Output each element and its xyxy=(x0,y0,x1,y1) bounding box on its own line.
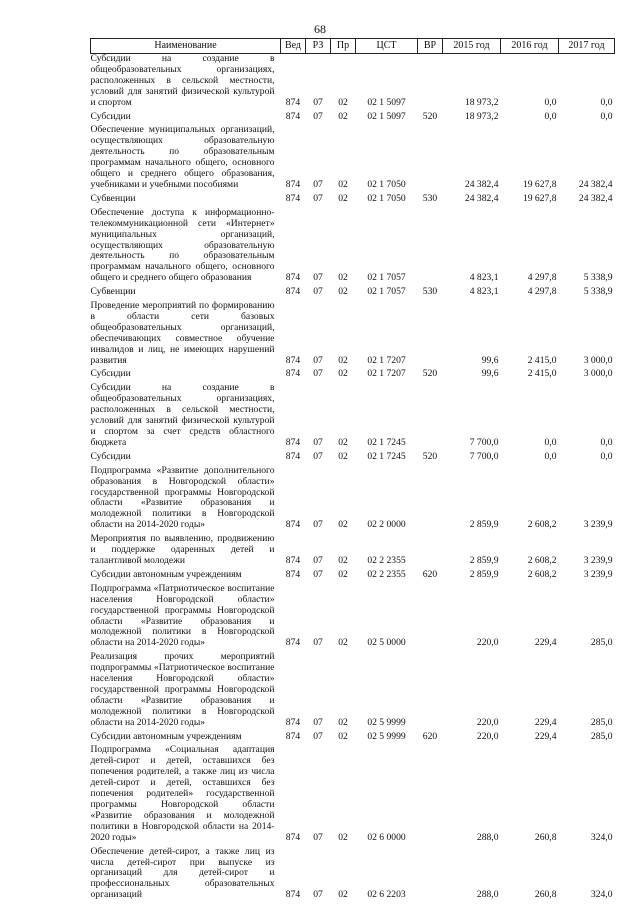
cell-y2015: 7 700,0 xyxy=(469,436,499,448)
cell-vr xyxy=(418,122,443,190)
table-row xyxy=(91,449,615,463)
cell-rz: 07 xyxy=(313,272,323,284)
table-header-row xyxy=(91,39,615,54)
cell-y2015: 18 973,2 xyxy=(464,96,499,108)
cell-y2015: 288,0 xyxy=(476,831,499,843)
table-row xyxy=(91,191,615,205)
table-row xyxy=(91,844,615,902)
cell-name: Подпрограмма «Патриотическое воспитание населения Новгородской области» государственной программы Новгородской области «Развитие образования и молодежной политики в Новгородской области на 2014-2020 годы» xyxy=(90,582,275,649)
cell-vr xyxy=(418,742,443,843)
table-row xyxy=(91,122,615,190)
cell-rz: 07 xyxy=(313,178,323,190)
cell-cst: 02 2 2355 xyxy=(367,568,406,580)
cell-rz: 07 xyxy=(313,831,323,843)
cell-y2017: 0,0 xyxy=(600,110,613,122)
cell-y2016: 260,8 xyxy=(534,889,557,901)
cell-cst: 02 6 0000 xyxy=(367,831,406,843)
table-row xyxy=(91,463,615,531)
cell-ved: 874 xyxy=(285,436,301,448)
budget-table xyxy=(90,38,615,901)
cell-y2017: 285,0 xyxy=(590,730,613,742)
cell-y2016: 0,0 xyxy=(544,110,557,122)
table-row xyxy=(91,649,615,728)
cell-cst: 02 5 9999 xyxy=(367,716,406,728)
cell-y2017: 3 239,9 xyxy=(583,568,613,580)
page-number: 68 xyxy=(314,22,326,36)
cell-name: Проведение мероприятий по формированию в области сети базовых общеобразовательных организаций, обеспечивающих совместное обучение инвалидов и лиц, не имеющих нарушений развития xyxy=(90,300,275,366)
table-row xyxy=(91,109,615,123)
cell-y2016: 2 415,0 xyxy=(527,368,557,380)
cell-y2016: 0,0 xyxy=(544,436,557,448)
cell-name: Субвенции xyxy=(90,192,136,204)
cell-y2016: 260,8 xyxy=(534,831,557,843)
cell-y2015: 99,6 xyxy=(481,354,499,366)
cell-y2015: 220,0 xyxy=(476,730,499,742)
cell-rz: 07 xyxy=(313,889,323,901)
cell-y2017: 3 000,0 xyxy=(583,354,613,366)
cell-ved: 874 xyxy=(285,368,301,380)
cell-name: Обеспечение доступа к информационно-телекоммуникационной сети «Интернет» муниципальных организаций, осуществляющих образовательную деятельность по образовательным программам начального общего, основного общего и среднего общего образования xyxy=(90,206,275,284)
table-row xyxy=(91,205,615,284)
cell-rz: 07 xyxy=(313,96,323,108)
cell-y2017: 285,0 xyxy=(590,637,613,649)
cell-rz: 07 xyxy=(313,554,323,566)
cell-y2015: 220,0 xyxy=(476,716,499,728)
cell-vr xyxy=(418,380,443,448)
cell-cst: 02 2 0000 xyxy=(367,519,406,531)
cell-y2015: 288,0 xyxy=(476,889,499,901)
cell-y2016: 229,4 xyxy=(534,730,557,742)
cell-y2016: 4 297,8 xyxy=(527,286,557,298)
cell-pr: 02 xyxy=(338,831,348,843)
cell-pr: 02 xyxy=(338,436,348,448)
cell-vr: 520 xyxy=(422,110,438,122)
cell-pr: 02 xyxy=(338,554,348,566)
cell-y2015: 2 859,9 xyxy=(469,568,499,580)
cell-name: Субсидии xyxy=(90,368,131,380)
cell-vr xyxy=(418,649,443,728)
cell-y2015: 24 382,4 xyxy=(464,192,499,204)
cell-ved: 874 xyxy=(285,889,301,901)
cell-vr: 620 xyxy=(422,730,438,742)
cell-vr: 530 xyxy=(422,192,438,204)
cell-name: Субсидии на создание в общеобразовательных организациях, расположенных в сельской местности, условий для занятий физической культурой и спортом за счет средств областного бюджета xyxy=(90,382,275,448)
cell-y2015: 99,6 xyxy=(481,368,499,380)
cell-pr: 02 xyxy=(338,637,348,649)
cell-vr: 520 xyxy=(422,450,438,462)
cell-name: Обеспечение детей-сирот, а также лиц из числа детей-сирот при выпуске из организаций для детей-сирот и профессиональных образовательных организаций xyxy=(90,845,275,901)
cell-y2016: 19 627,8 xyxy=(522,178,557,190)
cell-cst: 02 1 7050 xyxy=(367,192,406,204)
cell-ved: 874 xyxy=(285,716,301,728)
cell-pr: 02 xyxy=(338,450,348,462)
cell-y2016: 229,4 xyxy=(534,716,557,728)
cell-rz: 07 xyxy=(313,519,323,531)
cell-pr: 02 xyxy=(338,568,348,580)
cell-vr xyxy=(418,54,443,109)
cell-y2017: 324,0 xyxy=(590,831,613,843)
cell-vr: 530 xyxy=(422,286,438,298)
cell-rz: 07 xyxy=(313,450,323,462)
cell-vr xyxy=(418,844,443,902)
cell-y2016: 2 415,0 xyxy=(527,354,557,366)
cell-y2017: 324,0 xyxy=(590,889,613,901)
cell-y2017: 285,0 xyxy=(590,716,613,728)
cell-y2017: 0,0 xyxy=(600,96,613,108)
cell-y2017: 0,0 xyxy=(600,450,613,462)
cell-ved: 874 xyxy=(285,519,301,531)
cell-pr: 02 xyxy=(338,716,348,728)
cell-y2015: 220,0 xyxy=(476,637,499,649)
cell-name: Обеспечение муниципальных организаций, осуществляющих образовательную деятельность по образовательным программам начального общего, основного общего и среднего общего образования, учебниками и учебными пособиями xyxy=(90,124,275,190)
cell-ved: 874 xyxy=(285,554,301,566)
table-row xyxy=(91,567,615,581)
cell-cst: 02 1 7245 xyxy=(367,436,406,448)
cell-ved: 874 xyxy=(285,450,301,462)
cell-vr xyxy=(418,205,443,284)
cell-y2017: 5 338,9 xyxy=(583,272,613,284)
cell-y2016: 0,0 xyxy=(544,96,557,108)
cell-pr: 02 xyxy=(338,192,348,204)
cell-y2017: 0,0 xyxy=(600,436,613,448)
cell-vr: 620 xyxy=(422,568,438,580)
cell-pr: 02 xyxy=(338,272,348,284)
table-row xyxy=(91,380,615,448)
cell-name: Субсидии на создание в общеобразовательных организациях, расположенных в сельской местности, условий для занятий физической культурой и спортом xyxy=(90,53,275,108)
cell-name: Субсидии автономным учреждениям xyxy=(90,568,242,580)
cell-name: Субсидии xyxy=(90,450,131,462)
table-row xyxy=(91,54,615,109)
table-row xyxy=(91,284,615,298)
cell-y2016: 2 608,2 xyxy=(527,519,557,531)
table-row xyxy=(91,298,615,366)
cell-cst: 02 1 5097 xyxy=(367,96,406,108)
cell-rz: 07 xyxy=(313,637,323,649)
cell-pr: 02 xyxy=(338,368,348,380)
cell-ved: 874 xyxy=(285,96,301,108)
header-vr: ВР xyxy=(418,39,443,54)
cell-cst: 02 1 7057 xyxy=(367,286,406,298)
cell-rz: 07 xyxy=(313,286,323,298)
cell-rz: 07 xyxy=(313,368,323,380)
cell-vr xyxy=(418,581,443,649)
cell-pr: 02 xyxy=(338,519,348,531)
header-pr: Пр xyxy=(331,39,356,54)
cell-cst: 02 1 7207 xyxy=(367,354,406,366)
cell-name: Подпрограмма «Развитие дополнительного образования в Новгородской области» государственной программы Новгородской области «Развитие образования и молодежной политики в Новгородской области на 2014-2020 годы» xyxy=(90,464,275,531)
cell-ved: 874 xyxy=(285,110,301,122)
cell-y2015: 4 823,1 xyxy=(469,286,499,298)
cell-y2015: 18 973,2 xyxy=(464,110,499,122)
cell-cst: 02 1 7207 xyxy=(367,368,406,380)
cell-cst: 02 2 2355 xyxy=(367,554,406,566)
cell-ved: 874 xyxy=(285,286,301,298)
cell-y2017: 5 338,9 xyxy=(583,286,613,298)
cell-vr xyxy=(418,463,443,531)
cell-name: Субсидии автономным учреждениям xyxy=(90,730,242,742)
cell-rz: 07 xyxy=(313,110,323,122)
cell-y2015: 2 859,9 xyxy=(469,519,499,531)
cell-y2015: 7 700,0 xyxy=(469,450,499,462)
cell-y2016: 229,4 xyxy=(534,637,557,649)
cell-rz: 07 xyxy=(313,354,323,366)
table-row xyxy=(91,366,615,380)
header-cst: ЦСТ xyxy=(356,39,418,54)
cell-cst: 02 1 7050 xyxy=(367,178,406,190)
cell-name: Субвенции xyxy=(90,286,136,298)
table-row xyxy=(91,581,615,649)
cell-vr xyxy=(418,531,443,567)
cell-name: Реализация прочих мероприятий подпрограммы «Патриотическое воспитание населения Новгородской области» государственной программы Новгородской области «Развитие образования и молодежной политики в Новгородской области на 2014-2020 годы» xyxy=(90,651,275,728)
cell-vr: 520 xyxy=(422,368,438,380)
cell-y2015: 4 823,1 xyxy=(469,272,499,284)
cell-ved: 874 xyxy=(285,568,301,580)
cell-pr: 02 xyxy=(338,889,348,901)
cell-ved: 874 xyxy=(285,192,301,204)
cell-rz: 07 xyxy=(313,192,323,204)
table-row xyxy=(91,742,615,843)
cell-cst: 02 5 0000 xyxy=(367,637,406,649)
cell-pr: 02 xyxy=(338,110,348,122)
cell-cst: 02 1 7057 xyxy=(367,272,406,284)
cell-y2017: 24 382,4 xyxy=(578,178,613,190)
header-ved: Вед xyxy=(281,39,306,54)
cell-pr: 02 xyxy=(338,730,348,742)
header-2016: 2016 год xyxy=(501,39,559,54)
cell-ved: 874 xyxy=(285,730,301,742)
cell-ved: 874 xyxy=(285,178,301,190)
cell-y2016: 2 608,2 xyxy=(527,568,557,580)
cell-rz: 07 xyxy=(313,730,323,742)
header-rz: РЗ xyxy=(306,39,331,54)
cell-y2017: 24 382,4 xyxy=(578,192,613,204)
cell-y2016: 2 608,2 xyxy=(527,554,557,566)
cell-y2016: 0,0 xyxy=(544,450,557,462)
cell-y2015: 2 859,9 xyxy=(469,554,499,566)
cell-y2017: 3 000,0 xyxy=(583,368,613,380)
cell-y2015: 24 382,4 xyxy=(464,178,499,190)
table-row xyxy=(91,531,615,567)
cell-y2016: 4 297,8 xyxy=(527,272,557,284)
cell-ved: 874 xyxy=(285,637,301,649)
cell-y2017: 3 239,9 xyxy=(583,519,613,531)
cell-pr: 02 xyxy=(338,96,348,108)
cell-ved: 874 xyxy=(285,354,301,366)
header-name: Наименование xyxy=(91,39,281,54)
cell-rz: 07 xyxy=(313,568,323,580)
cell-pr: 02 xyxy=(338,178,348,190)
header-2017: 2017 год xyxy=(559,39,615,54)
cell-ved: 874 xyxy=(285,831,301,843)
cell-y2016: 19 627,8 xyxy=(522,192,557,204)
cell-rz: 07 xyxy=(313,716,323,728)
cell-vr xyxy=(418,298,443,366)
cell-cst: 02 5 9999 xyxy=(367,730,406,742)
cell-ved: 874 xyxy=(285,272,301,284)
cell-cst: 02 1 7245 xyxy=(367,450,406,462)
cell-rz: 07 xyxy=(313,436,323,448)
cell-pr: 02 xyxy=(338,354,348,366)
cell-name: Субсидии xyxy=(90,110,131,122)
cell-cst: 02 6 2203 xyxy=(367,889,406,901)
table-body xyxy=(91,54,615,902)
cell-cst: 02 1 5097 xyxy=(367,110,406,122)
cell-pr: 02 xyxy=(338,286,348,298)
table-row xyxy=(91,729,615,743)
header-2015: 2015 год xyxy=(443,39,501,54)
cell-name: Подпрограмма «Социальная адаптация детей-сирот и детей, оставшихся без попечения родителей, а также лиц из числа детей-сирот и детей, оставшихся без попечения родителей» государственной программы Новгородской области «Развитие образования и молодежной политики в Новгородской области на 2014-2020 годы» xyxy=(90,744,275,843)
cell-y2017: 3 239,9 xyxy=(583,554,613,566)
cell-name: Мероприятия по выявлению, продвижению и поддержке одаренных детей и талантливой молодежи xyxy=(90,533,275,566)
